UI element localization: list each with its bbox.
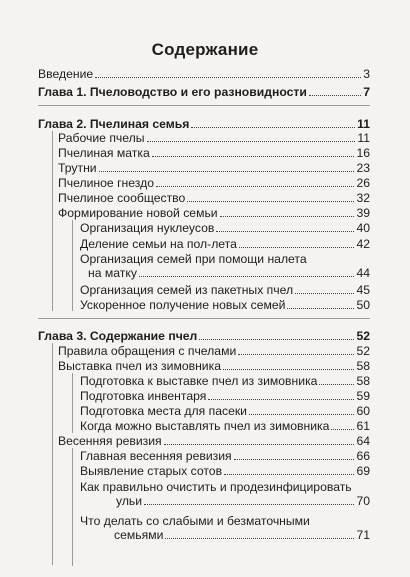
toc-subitem-multiline — [80, 480, 370, 508]
leader-dots — [187, 201, 354, 202]
toc-subitem-label: Подготовка к выставке пчел из зимовника — [80, 374, 318, 388]
leader-dots — [144, 504, 354, 505]
toc-item — [58, 191, 370, 205]
toc-subitem — [80, 389, 370, 403]
toc-item-label: Трутни — [58, 161, 97, 175]
toc-subitem-label: Подготовка места для пасеки — [80, 404, 247, 418]
toc-item — [58, 176, 370, 190]
toc-item — [58, 146, 370, 160]
toc-subitem-label: Организация нуклеусов — [80, 221, 215, 235]
toc-subitem-label: Главная весенняя ревизия — [80, 449, 232, 463]
toc-subitem-page: 70 — [356, 494, 370, 508]
toc-item-label: Весенняя ревизия — [58, 434, 162, 448]
leader-dots — [309, 95, 361, 96]
toc-item-page: 64 — [356, 434, 370, 448]
toc-subitem — [80, 237, 370, 251]
leader-dots — [220, 216, 355, 217]
leader-dots — [95, 77, 361, 78]
indent-guide — [52, 131, 53, 311]
leader-dots — [238, 354, 354, 355]
toc-item-page: 52 — [356, 344, 370, 358]
toc-item — [58, 131, 370, 145]
leader-dots — [99, 171, 355, 172]
toc-item-page: 23 — [356, 161, 370, 175]
toc-subitem-label: Организация семей из пакетных пчел — [80, 283, 294, 297]
toc-subitem-label: Подготовка инвентаря — [80, 389, 207, 403]
leader-dots — [234, 459, 355, 460]
leader-dots — [191, 127, 355, 128]
toc-subitem-page: 71 — [356, 528, 370, 542]
toc-chapter-2 — [38, 117, 370, 131]
toc-subitem-page: 44 — [356, 266, 370, 280]
toc-subitem — [80, 221, 370, 235]
leader-dots — [156, 186, 354, 187]
toc-item-label: Рабочие пчелы — [58, 131, 145, 145]
leader-dots — [152, 156, 355, 157]
toc-chapter-1 — [38, 85, 370, 99]
leader-dots — [249, 414, 354, 415]
toc-item — [58, 161, 370, 175]
toc-item-page: 39 — [356, 206, 370, 220]
toc-subitem-label: Что делать со слабыми и безматочными — [80, 514, 310, 528]
toc-subitem-label: Организация семей при помощи налета — [80, 252, 307, 266]
toc-subitem-multiline — [80, 252, 370, 280]
toc-item-label: Выставка пчел из зимовника — [58, 359, 221, 373]
toc-chapter-3 — [38, 329, 370, 343]
toc-subitem-label: Когда можно выставлять пчел из зимовника — [80, 419, 330, 433]
toc-subitem-page: 59 — [356, 389, 370, 403]
toc-chapter-page: 7 — [363, 85, 370, 99]
leader-dots — [223, 369, 354, 370]
toc-subitem-label: Деление семьи на пол-лета — [80, 237, 237, 251]
toc-subitem — [80, 374, 370, 388]
toc-item-label: Пчелиное гнездо — [58, 176, 154, 190]
toc-subitem-label-cont: на матку — [88, 266, 137, 280]
toc-chapter-page: 11 — [357, 117, 370, 131]
toc-item-page: 26 — [356, 176, 370, 190]
indent-guide — [72, 220, 73, 311]
toc-item-page: 16 — [356, 146, 370, 160]
toc-item — [58, 359, 370, 373]
toc-subitem-page: 60 — [356, 404, 370, 418]
toc-item-label: Формирование новой семьи — [58, 206, 218, 220]
toc-subitem-label-cont: семьями — [114, 528, 164, 542]
toc-item-label: Пчелиное сообщество — [58, 191, 186, 205]
leader-dots — [164, 444, 355, 445]
toc-chapter-label: Глава 2. Пчелиная семья — [38, 117, 190, 131]
toc-subitem — [80, 449, 370, 463]
leader-dots — [147, 141, 356, 142]
toc-entry-intro — [38, 67, 370, 81]
toc-subitem-page: 69 — [356, 464, 370, 478]
leader-dots — [295, 293, 354, 294]
toc-entry-label: Введение — [38, 67, 94, 81]
toc-subitem-label-cont: ульи — [116, 494, 143, 508]
toc-subitem — [80, 464, 370, 478]
toc-subitem — [80, 283, 370, 297]
leader-dots — [224, 474, 354, 475]
leader-dots — [139, 276, 355, 277]
toc-item-page: 32 — [356, 191, 370, 205]
toc-subitem-page: 61 — [356, 419, 370, 433]
page-title: Содержание — [151, 40, 259, 59]
leader-dots — [165, 538, 354, 539]
leader-dots — [216, 231, 354, 232]
toc-chapter-page: 52 — [356, 329, 370, 343]
toc-chapter-label: Глава 3. Содержание пчел — [38, 329, 198, 343]
separator-line — [38, 105, 370, 106]
toc-entry-page: 3 — [363, 67, 370, 81]
leader-dots — [319, 384, 354, 385]
toc-subitem-page: 40 — [356, 221, 370, 235]
toc-subitem-page: 66 — [356, 449, 370, 463]
leader-dots — [331, 429, 354, 430]
toc-subitem-multiline — [80, 514, 370, 542]
separator-line — [38, 318, 370, 319]
indent-guide — [72, 448, 73, 566]
toc-chapter-label: Глава 1. Пчеловодство и его разновидности — [38, 85, 307, 99]
toc-item-label: Правила обращения с пчелами — [58, 344, 237, 358]
toc-subitem — [80, 404, 370, 418]
toc-subitem — [80, 419, 370, 433]
toc-subitem-page: 58 — [356, 374, 370, 388]
toc-item-page: 11 — [357, 131, 370, 145]
toc-item-page: 58 — [356, 359, 370, 373]
toc-subitem-page: 50 — [356, 298, 370, 312]
leader-dots — [208, 399, 354, 400]
leader-dots — [287, 308, 354, 309]
toc-subitem-page: 45 — [356, 283, 370, 297]
leader-dots — [199, 339, 354, 340]
toc-item-label: Пчелиная матка — [58, 146, 150, 160]
leader-dots — [239, 247, 355, 248]
toc-subitem-label: Выявление старых сотов — [80, 464, 223, 478]
toc-subitem-page: 42 — [356, 237, 370, 251]
toc-subitem-label: Ускоренное получение новых семей — [80, 298, 286, 312]
toc-subitem — [80, 298, 370, 312]
indent-guide — [72, 373, 73, 433]
indent-guide — [52, 343, 53, 565]
toc-item — [58, 206, 370, 220]
toc-item — [58, 434, 370, 448]
toc-item — [58, 344, 370, 358]
toc-subitem-label: Как правильно очистить и продезинфицировать — [80, 480, 352, 494]
